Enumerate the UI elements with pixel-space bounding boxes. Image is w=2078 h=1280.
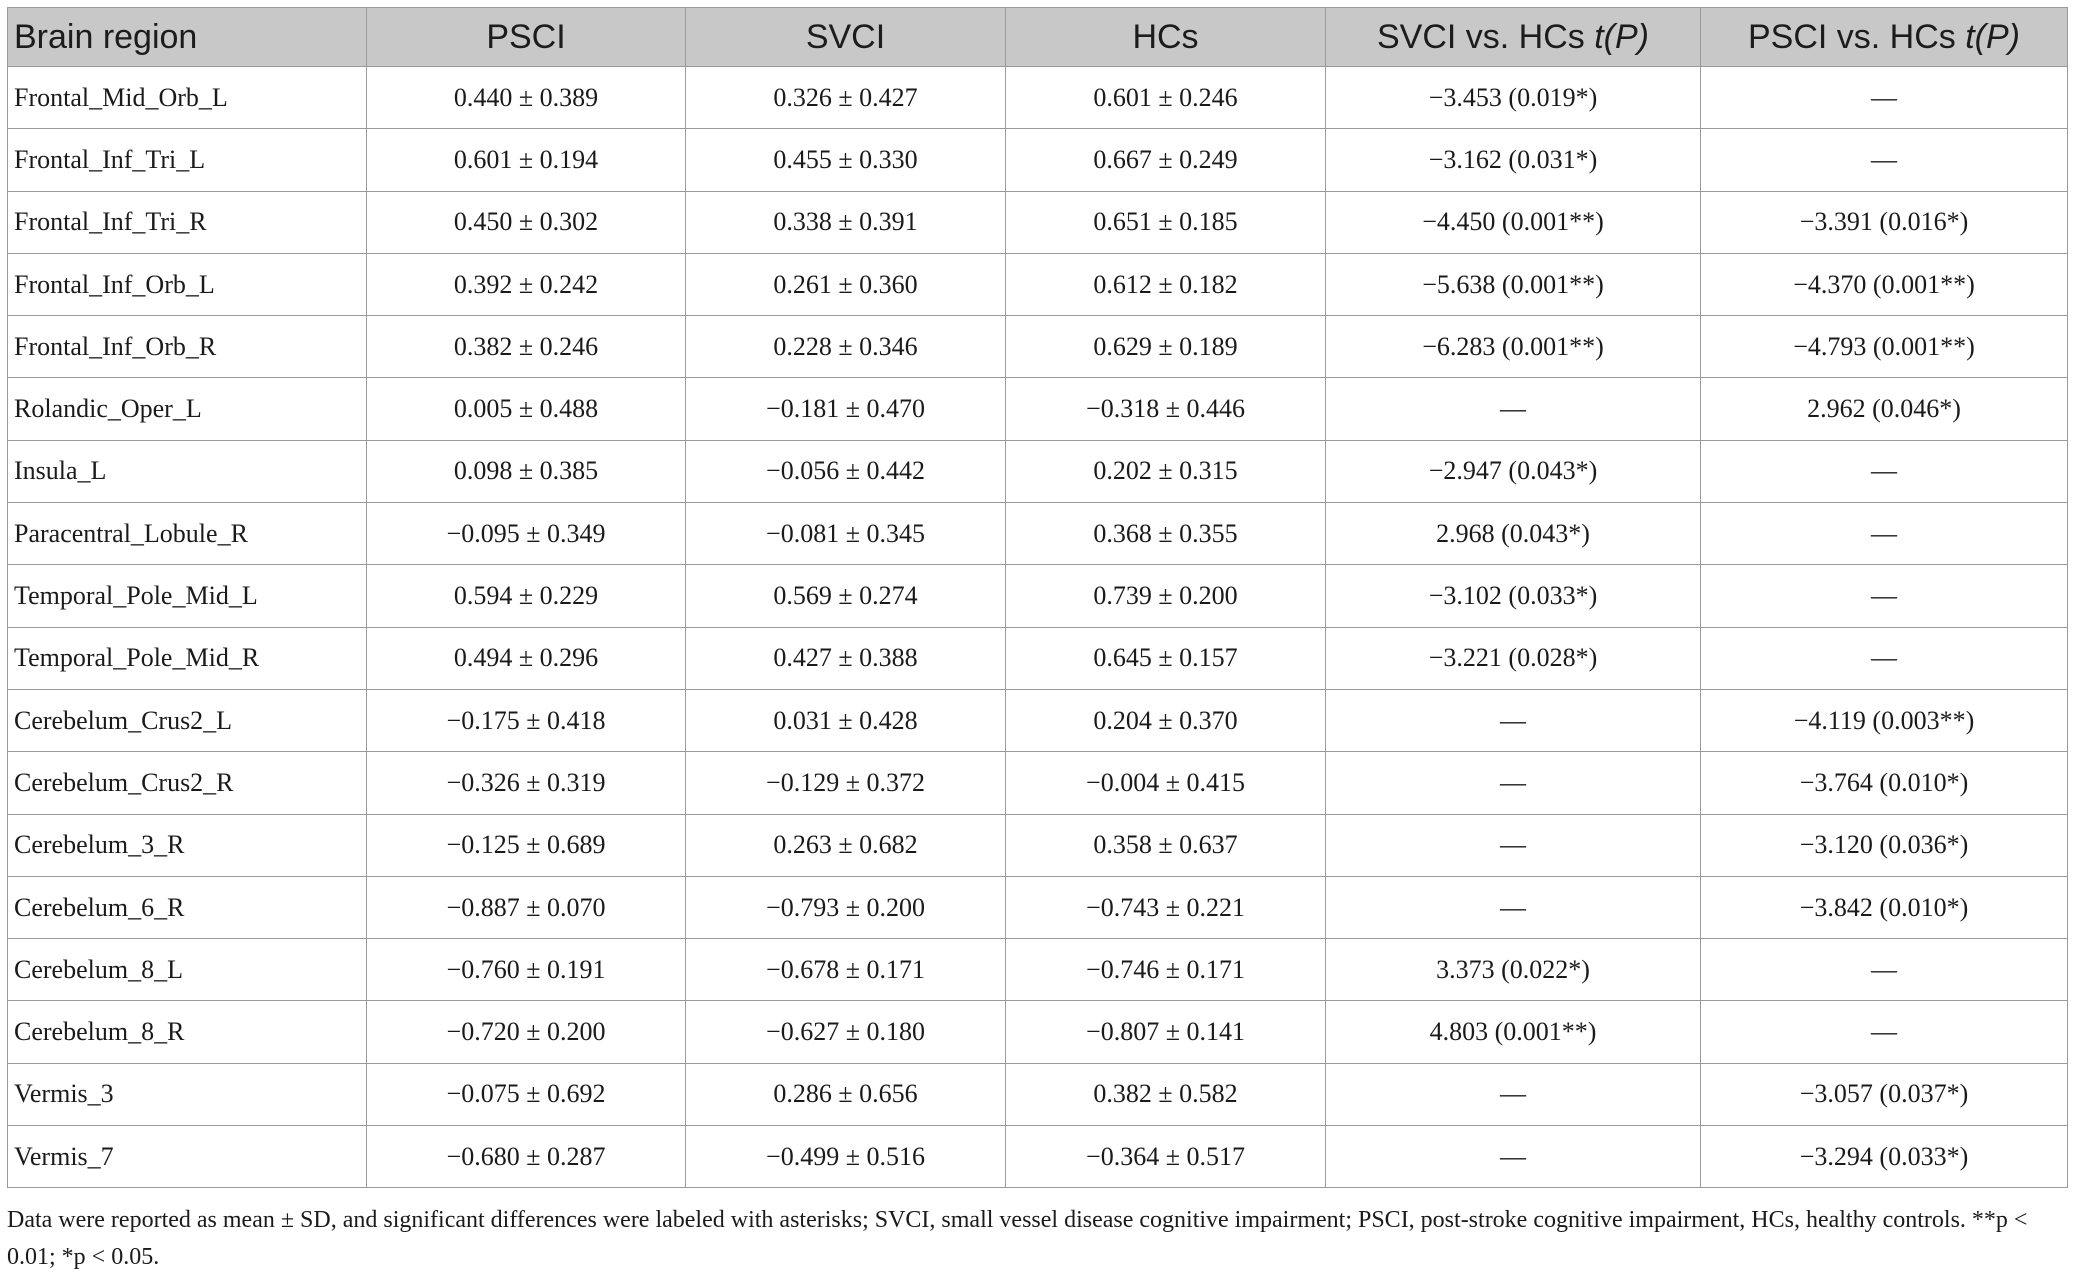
table-row (8, 565, 2068, 627)
results-table-container (7, 7, 2067, 1188)
table-cell: 2.962 (0.046*) (1701, 378, 2068, 440)
table-cell: 0.612 ± 0.182 (1006, 253, 1326, 315)
table-footnote: Data were reported as mean ± SD, and significant differences were labeled with asterisks; SVCI, small vessel disease cognitive impairment; PSCI, post-stroke cognitive impairment, HCs, healthy controls. **p < 0.01; *p < 0.05. (7, 1207, 2028, 1270)
brain-region-cell: Temporal_Pole_Mid_L (8, 565, 367, 627)
column-header-stat-label: t(P) (1594, 17, 1650, 56)
brain-region-cell: Cerebelum_Crus2_L (8, 689, 367, 751)
table-cell: 0.326 ± 0.427 (686, 67, 1006, 129)
table-cell: −0.746 ± 0.171 (1006, 939, 1326, 1001)
table-cell: 4.803 (0.001**) (1326, 1001, 1701, 1063)
column-header (1701, 8, 2068, 67)
brain-region-cell: Frontal_Inf_Tri_L (8, 129, 367, 191)
table-cell: −0.095 ± 0.349 (367, 503, 686, 565)
table-cell: −3.221 (0.028*) (1326, 627, 1701, 689)
table-row (8, 503, 2068, 565)
table-cell: −0.720 ± 0.200 (367, 1001, 686, 1063)
table-cell: −3.764 (0.010*) (1701, 752, 2068, 814)
brain-region-cell: Cerebelum_Crus2_R (8, 752, 367, 814)
table-row (8, 253, 2068, 315)
table-cell: 0.338 ± 0.391 (686, 191, 1006, 253)
brain-region-cell: Frontal_Inf_Tri_R (8, 191, 367, 253)
table-body (8, 67, 2068, 1188)
column-header (367, 8, 686, 67)
table-cell: 0.455 ± 0.330 (686, 129, 1006, 191)
table-cell: −0.326 ± 0.319 (367, 752, 686, 814)
table-cell: −3.842 (0.010*) (1701, 876, 2068, 938)
table-cell: 0.382 ± 0.246 (367, 316, 686, 378)
table-cell: −3.120 (0.036*) (1701, 814, 2068, 876)
table-cell: — (1326, 689, 1701, 751)
table-cell: −4.119 (0.003**) (1701, 689, 2068, 751)
table-cell: −0.627 ± 0.180 (686, 1001, 1006, 1063)
table-row (8, 752, 2068, 814)
table-cell: −5.638 (0.001**) (1326, 253, 1701, 315)
table-cell: 0.286 ± 0.656 (686, 1063, 1006, 1125)
table-cell: −0.318 ± 0.446 (1006, 378, 1326, 440)
header-row (8, 8, 2068, 67)
brain-region-cell: Vermis_3 (8, 1063, 367, 1125)
table-cell: −0.364 ± 0.517 (1006, 1126, 1326, 1188)
brain-region-cell: Rolandic_Oper_L (8, 378, 367, 440)
table-cell: −0.175 ± 0.418 (367, 689, 686, 751)
table-cell: — (1701, 440, 2068, 502)
table-cell: — (1326, 378, 1701, 440)
table-header (8, 8, 2068, 67)
table-cell: 0.427 ± 0.388 (686, 627, 1006, 689)
table-row (8, 689, 2068, 751)
table-cell: −0.807 ± 0.141 (1006, 1001, 1326, 1063)
brain-region-cell: Paracentral_Lobule_R (8, 503, 367, 565)
table-cell: 0.739 ± 0.200 (1006, 565, 1326, 627)
table-row (8, 378, 2068, 440)
table-row (8, 876, 2068, 938)
table-row (8, 440, 2068, 502)
column-header-label: HCs (1132, 17, 1199, 56)
table-cell: −6.283 (0.001**) (1326, 316, 1701, 378)
table-cell: −4.370 (0.001**) (1701, 253, 2068, 315)
brain-region-cell: Vermis_7 (8, 1126, 367, 1188)
table-cell: 0.629 ± 0.189 (1006, 316, 1326, 378)
table-cell: −2.947 (0.043*) (1326, 440, 1701, 502)
brain-region-cell: Temporal_Pole_Mid_R (8, 627, 367, 689)
brain-region-cell: Insula_L (8, 440, 367, 502)
table-cell: −3.102 (0.033*) (1326, 565, 1701, 627)
table-cell: 3.373 (0.022*) (1326, 939, 1701, 1001)
table-cell: −3.391 (0.016*) (1701, 191, 2068, 253)
table-cell: — (1326, 814, 1701, 876)
table-cell: 0.202 ± 0.315 (1006, 440, 1326, 502)
table-cell: — (1326, 876, 1701, 938)
table-cell: −3.453 (0.019*) (1326, 67, 1701, 129)
column-header (686, 8, 1006, 67)
table-cell: −0.499 ± 0.516 (686, 1126, 1006, 1188)
table-row (8, 129, 2068, 191)
column-header (1006, 8, 1326, 67)
table-cell: 0.261 ± 0.360 (686, 253, 1006, 315)
table-cell: — (1701, 939, 2068, 1001)
results-table (7, 7, 2068, 1188)
table-cell: −3.162 (0.031*) (1326, 129, 1701, 191)
table-cell: 0.667 ± 0.249 (1006, 129, 1326, 191)
table-row (8, 1126, 2068, 1188)
column-header (1326, 8, 1701, 67)
table-cell: −0.793 ± 0.200 (686, 876, 1006, 938)
table-cell: 0.228 ± 0.346 (686, 316, 1006, 378)
table-cell: −0.678 ± 0.171 (686, 939, 1006, 1001)
table-cell: 0.494 ± 0.296 (367, 627, 686, 689)
table-row (8, 67, 2068, 129)
table-cell: — (1326, 1063, 1701, 1125)
table-cell: 0.382 ± 0.582 (1006, 1063, 1326, 1125)
column-header-label: SVCI (805, 17, 886, 56)
table-cell: −4.793 (0.001**) (1701, 316, 2068, 378)
table-cell: 0.005 ± 0.488 (367, 378, 686, 440)
table-cell: 0.368 ± 0.355 (1006, 503, 1326, 565)
table-row (8, 191, 2068, 253)
table-cell: −0.075 ± 0.692 (367, 1063, 686, 1125)
table-cell: — (1326, 752, 1701, 814)
table-cell: — (1701, 129, 2068, 191)
table-cell: 0.263 ± 0.682 (686, 814, 1006, 876)
table-cell: — (1701, 67, 2068, 129)
brain-region-cell: Cerebelum_6_R (8, 876, 367, 938)
column-header-label: Brain region (14, 17, 198, 56)
table-row (8, 627, 2068, 689)
table-cell: −0.887 ± 0.070 (367, 876, 686, 938)
table-row (8, 1063, 2068, 1125)
column-header-stat-label: t(P) (1965, 17, 2021, 56)
table-cell: — (1701, 1001, 2068, 1063)
table-cell: −0.129 ± 0.372 (686, 752, 1006, 814)
table-cell: 0.358 ± 0.637 (1006, 814, 1326, 876)
table-cell: — (1326, 1126, 1701, 1188)
table-cell: 0.031 ± 0.428 (686, 689, 1006, 751)
table-row (8, 814, 2068, 876)
column-header-label: PSCI (486, 17, 566, 56)
brain-region-cell: Cerebelum_3_R (8, 814, 367, 876)
table-cell: — (1701, 565, 2068, 627)
table-cell: −0.680 ± 0.287 (367, 1126, 686, 1188)
table-row (8, 1001, 2068, 1063)
table-cell: 0.601 ± 0.194 (367, 129, 686, 191)
column-header-label: SVCI vs. HCs (1376, 17, 1595, 56)
table-cell: −0.056 ± 0.442 (686, 440, 1006, 502)
brain-region-cell: Cerebelum_8_R (8, 1001, 367, 1063)
table-cell: −0.125 ± 0.689 (367, 814, 686, 876)
table-cell: −0.743 ± 0.221 (1006, 876, 1326, 938)
table-cell: 0.204 ± 0.370 (1006, 689, 1326, 751)
table-cell: — (1701, 627, 2068, 689)
table-cell: 0.645 ± 0.157 (1006, 627, 1326, 689)
table-row (8, 939, 2068, 1001)
table-cell: −0.081 ± 0.345 (686, 503, 1006, 565)
table-cell: −0.181 ± 0.470 (686, 378, 1006, 440)
table-cell: 0.594 ± 0.229 (367, 565, 686, 627)
brain-region-cell: Frontal_Inf_Orb_R (8, 316, 367, 378)
table-cell: 0.098 ± 0.385 (367, 440, 686, 502)
table-row (8, 316, 2068, 378)
brain-region-cell: Frontal_Mid_Orb_L (8, 67, 367, 129)
table-cell: −0.004 ± 0.415 (1006, 752, 1326, 814)
table-cell: −3.294 (0.033*) (1701, 1126, 2068, 1188)
brain-region-cell: Cerebelum_8_L (8, 939, 367, 1001)
brain-region-cell: Frontal_Inf_Orb_L (8, 253, 367, 315)
column-header (8, 8, 367, 67)
table-cell: −3.057 (0.037*) (1701, 1063, 2068, 1125)
table-cell: 0.392 ± 0.242 (367, 253, 686, 315)
table-cell: 2.968 (0.043*) (1326, 503, 1701, 565)
table-cell: — (1701, 503, 2068, 565)
table-cell: 0.440 ± 0.389 (367, 67, 686, 129)
table-cell: 0.601 ± 0.246 (1006, 67, 1326, 129)
table-cell: 0.569 ± 0.274 (686, 565, 1006, 627)
table-cell: −0.760 ± 0.191 (367, 939, 686, 1001)
table-cell: 0.651 ± 0.185 (1006, 191, 1326, 253)
column-header-label: PSCI vs. HCs (1747, 17, 1966, 56)
table-cell: −4.450 (0.001**) (1326, 191, 1701, 253)
table-cell: 0.450 ± 0.302 (367, 191, 686, 253)
